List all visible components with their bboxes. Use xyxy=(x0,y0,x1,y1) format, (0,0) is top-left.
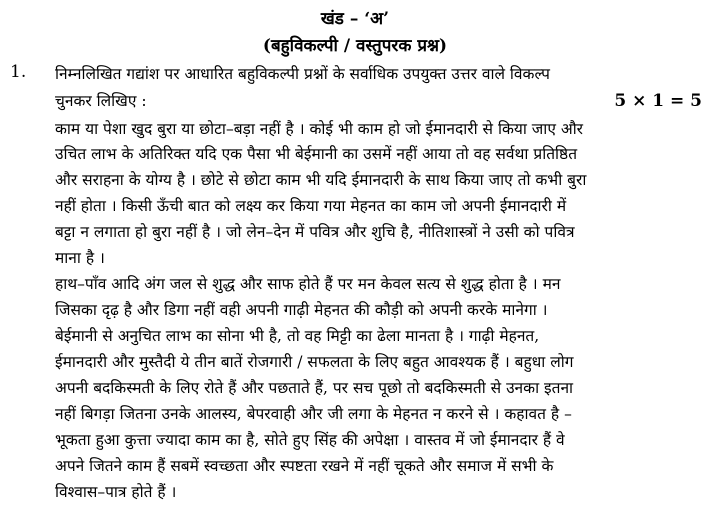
passage-line: विश्वास–पात्र होते हैं । xyxy=(55,483,177,501)
passage-line: काम या पेशा खुद बुरा या छोटा–बड़ा नहीं है । कोई भी काम हो जो ईमानदारी से किया जाए और xyxy=(55,120,584,138)
passage-line: नहीं होता । किसी ऊँची बात को लक्ष्य कर किया गया मेहनत का काम जो अपनी ईमानदारी में xyxy=(55,197,567,215)
instruction-line: चुनकर लिखिए : xyxy=(55,92,147,110)
instruction-line: निम्नलिखित गद्यांश पर आधारित बहुविकल्पी प्रश्नों के सर्वाधिक उपयुक्त उत्तर वाले विकल्प xyxy=(55,65,550,83)
passage-line: नहीं बिगड़ा जितना उनके आलस्य, बेपरवाही और जी लगा के मेहनत न करने से । कहावत है – xyxy=(55,405,572,423)
passage-line: अपने जितने काम हैं सबमें स्वच्छता और स्पष्टता रखने में नहीं चूकते और समाज में सभी के xyxy=(55,457,554,475)
passage-line: भूकता हुआ कुत्ता ज्यादा काम का है, सोते हुए सिंह की अपेक्षा । वास्तव में जो ईमानदार हैं वे xyxy=(55,431,565,449)
passage-line: बेईमानी से अनुचित लाभ का सोना भी है, तो वह मिट्टी का ढेला मानता है । गाढ़ी मेहनत, xyxy=(55,327,540,345)
section-title: खंड – ‘अ’ xyxy=(320,9,390,29)
passage-line: अपनी बदकिस्मती के लिए रोते हैं और पछताते हैं, पर सच पूछो तो बदकिस्मती से उनका इतना xyxy=(55,379,574,397)
passage-line: ईमानदारी और मुस्तैदी ये तीन बातें रोजगारी / सफलता के लिए बहुत आवश्यक हैं । बहुधा लोग xyxy=(55,353,574,371)
passage-line: और सराहना के योग्य है । छोटे से छोटा काम भी यदि ईमानदारी के साथ किया जाए तो कभी बुरा xyxy=(55,171,587,189)
passage-line: जिसका दृढ़ है और डिगा नहीं वही अपनी गाढ़ी मेहनत की कौड़ी को अपनी करके मानेगा । xyxy=(55,301,548,319)
passage-line: माना है । xyxy=(55,249,105,267)
passage-line: उचित लाभ के अतिरिक्त यदि एक पैसा भी बेईमानी का उसमें नहीं आया तो वह सर्वथा प्रतिष्ठित xyxy=(55,145,578,163)
question-number: 1. xyxy=(10,62,27,82)
marks-label: 5 × 1 = 5 xyxy=(614,91,702,111)
passage-line: हाथ–पाँव आदि अंग जल से शुद्ध और साफ होते हैं पर मन केवल सत्य से शुद्ध होता है । मन xyxy=(55,275,561,293)
section-subtitle: (बहुविकल्पी / वस्तुपरक प्रश्न) xyxy=(262,36,448,56)
passage-line: बट्टा न लगाता हो बुरा नहीं है । जो लेन–देन में पवित्र और शुचि है, नीतिशास्त्रों ने उसी को पवित्र xyxy=(55,223,575,241)
